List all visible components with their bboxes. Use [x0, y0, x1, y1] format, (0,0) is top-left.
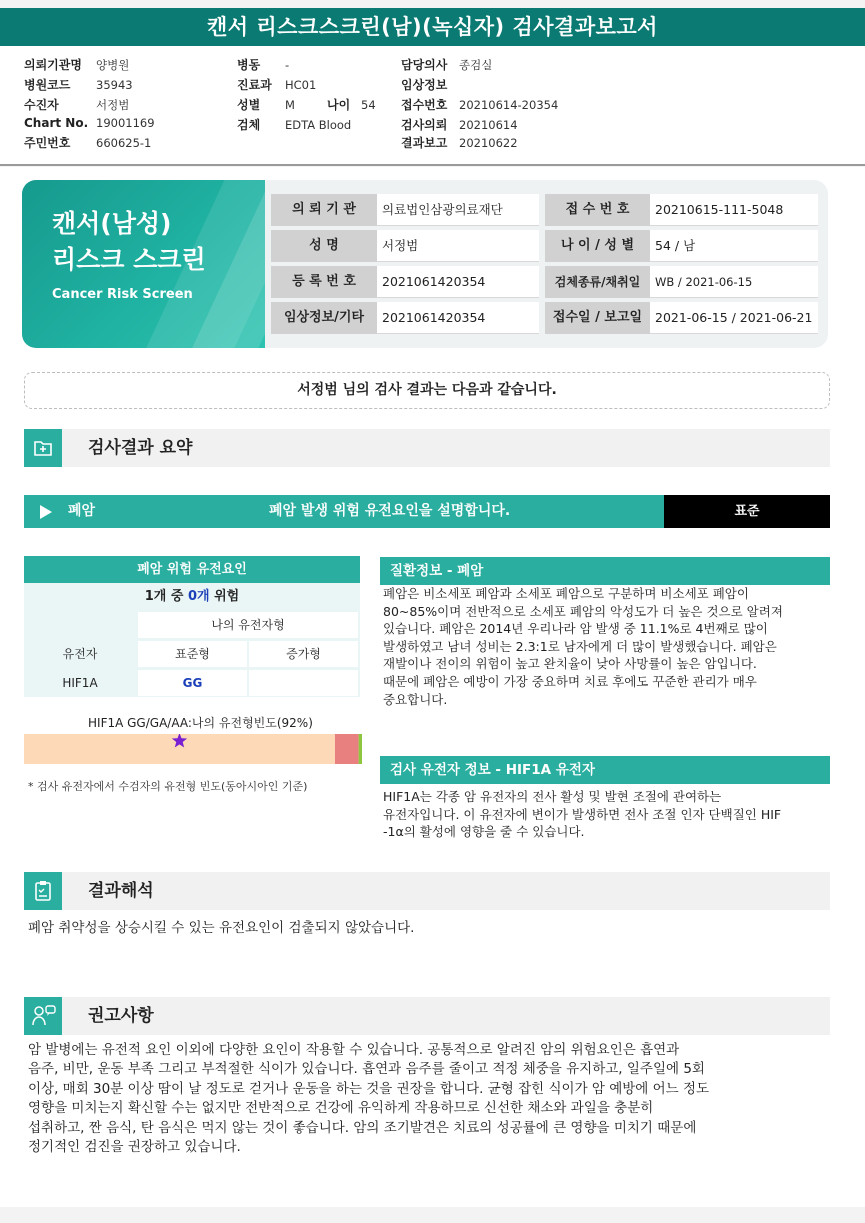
meta-value: 20210614 — [459, 118, 518, 132]
meta-label: 접수번호 — [401, 98, 448, 112]
genotype-frequency-bar — [24, 734, 362, 764]
risk-table-title: 폐암 위험 유전요인 — [24, 556, 360, 583]
meta-label: 검사의뢰 — [401, 118, 448, 132]
meta-label: 담당의사 — [401, 58, 448, 72]
risk-count-prefix: 1개 중 — [144, 589, 184, 604]
standard-header: 표준형 — [138, 641, 247, 667]
grid-label: 의 뢰 기 관 — [271, 194, 377, 226]
risk-count-value: 0개 — [187, 589, 210, 604]
text-line: 때문에 폐암은 예방이 가장 중요하며 치료 후에도 꾸준한 관리가 매우 — [383, 673, 757, 689]
text-line: 정기적인 검진을 권장하고 있습니다. — [28, 1139, 241, 1156]
gene-name: HIF1A — [62, 676, 98, 690]
meta-row — [24, 56, 129, 73]
increased-header: 증가형 — [249, 641, 358, 667]
meta-row — [237, 96, 376, 113]
meta-value: 54 — [361, 98, 376, 112]
greeting-box: 서정범 님의 검사 결과는 다음과 같습니다. — [24, 372, 830, 409]
gene-info-text — [383, 788, 830, 841]
grid-value: 54 / 남 — [650, 230, 818, 262]
my-genotype-header: 나의 유전자형 — [138, 612, 358, 638]
grid-label: 검체종류/채취일 — [545, 266, 650, 298]
meta-value: 35943 — [96, 78, 133, 92]
risk-count — [24, 586, 360, 608]
grid-value: 2021061420354 — [377, 302, 539, 334]
advice-text — [28, 1041, 834, 1157]
patient-meta — [0, 46, 865, 166]
meta-row — [24, 76, 133, 93]
doctor-consult-icon — [24, 997, 62, 1035]
gene-info-title: 검사 유전자 정보 - HIF1A 유전자 — [380, 756, 830, 784]
grid-value: 20210615-111-5048 — [650, 194, 818, 226]
grid-label: 등 록 번 호 — [271, 266, 377, 298]
meta-label: 결과보고 — [401, 136, 448, 150]
meta-value: 서정범 — [96, 98, 130, 112]
frequency-segment — [335, 734, 359, 764]
standard-genotype: GG — [138, 670, 247, 696]
meta-row — [237, 116, 351, 133]
text-line: 폐암은 비소세포 폐암과 소세포 폐암으로 구분하며 비소세포 폐암이 — [383, 586, 749, 601]
grid-label: 나 이 / 성 별 — [545, 230, 650, 262]
frequency-segment — [359, 734, 362, 764]
frequency-footnote: * 검사 유전자에서 수검자의 유전형 빈도(동아시아인 기준) — [28, 780, 308, 793]
meta-row — [401, 134, 518, 151]
banner-title-line1: 캔서(남성) — [52, 209, 172, 238]
section-interpretation — [24, 872, 830, 910]
text-line: 중요합니다. — [383, 691, 448, 707]
meta-value: HC01 — [285, 78, 317, 92]
meta-label: 성별 — [237, 98, 261, 112]
clipboard-icon — [24, 872, 62, 910]
meta-row — [401, 76, 459, 93]
text-line: 섭취하고, 짠 음식, 탄 음식은 먹지 않는 것이 좋습니다. 암의 조기발견은 치료의 성공률에 큰 영향을 미치기 때문에 — [28, 1119, 697, 1136]
text-line: HIF1A는 각종 암 유전자의 전사 활성 및 발현 조절에 관여하는 — [383, 789, 722, 804]
meta-row — [24, 134, 151, 151]
meta-label: 수진자 — [24, 98, 59, 112]
meta-value: - — [285, 58, 290, 72]
play-arrow-icon — [40, 505, 52, 519]
grid-value: WB / 2021-06-15 — [650, 266, 818, 298]
grid-label: 성 명 — [271, 230, 377, 262]
meta-label: 주민번호 — [24, 136, 71, 150]
section-advice — [24, 997, 830, 1035]
meta-row — [401, 116, 518, 133]
disease-info-text — [383, 585, 830, 708]
lung-cancer-bar — [24, 495, 664, 528]
text-line: 유전자입니다. 이 유전자에 변이가 발생하면 전사 조절 인자 단백질인 HIF — [383, 806, 782, 822]
grid-label: 임상정보/기타 — [271, 302, 377, 334]
text-line: 있습니다. 폐암은 2014년 우리나라 암 발생 중 11.1%로 4번째로 많이 — [383, 621, 768, 637]
meta-row — [24, 96, 129, 113]
meta-label: 임상정보 — [401, 78, 448, 92]
text-line: 암 발병에는 유전적 요인 이외에 다양한 요인이 작용할 수 있습니다. 공통적으로 알려진 암의 위험요인은 흡연과 — [28, 1042, 680, 1058]
banner-subtitle: Cancer Risk Screen — [52, 287, 193, 302]
risk-count-suffix: 위험 — [214, 589, 240, 604]
increased-genotype — [249, 670, 358, 696]
text-line: 영향을 미치는지 확신할 수는 없지만 전반적으로 건강에 유익하게 작용하므로 신선한 채소와 과일을 충분히 — [28, 1100, 654, 1117]
cancer-risk-banner — [22, 180, 265, 348]
grid-value: 2021061420354 — [377, 266, 539, 298]
meta-label: 진료과 — [237, 78, 272, 92]
text-line: 음주, 비만, 운동 부족 그리고 부적절한 식이가 있습니다. 흡연과 음주를 줄이고 적정 체중을 유지하고, 일주일에 5회 — [28, 1061, 705, 1078]
meta-label: 의뢰기관명 — [24, 58, 82, 72]
meta-label: 나이 — [327, 98, 351, 112]
meta-row — [401, 56, 492, 73]
report-title: 캔서 리스크스크린(남)(녹십자) 검사결과보고서 — [0, 8, 865, 46]
meta-value: 19001169 — [96, 116, 155, 130]
grid-value: 2021-06-15 / 2021-06-21 — [650, 302, 818, 334]
text-line: 이상, 매회 30분 이상 땀이 날 정도로 걷거나 운동을 하는 것을 권장을 합니다. 균형 잡힌 식이가 암 예방에 어느 정도 — [28, 1080, 710, 1097]
risk-level-badge: 표준 — [664, 495, 830, 528]
meta-value: EDTA Blood — [285, 118, 352, 132]
meta-row — [24, 116, 155, 130]
interpretation-text: 폐암 취약성을 상승시킬 수 있는 유전요인이 검출되지 않았습니다. — [28, 920, 415, 936]
text-line: 80~85%이며 전반적으로 소세포 폐암의 악성도가 더 높은 것으로 알려져 — [383, 603, 783, 619]
meta-value: 20210614-20354 — [459, 98, 559, 112]
meta-value: M — [285, 98, 295, 112]
grid-value: 서정범 — [377, 230, 539, 262]
grid-value: 의료법인삼광의료재단 — [377, 194, 539, 226]
text-line: -1α의 활성에 영향을 줄 수 있습니다. — [383, 824, 585, 840]
meta-value: 양병원 — [96, 58, 130, 72]
meta-value: 660625-1 — [96, 136, 152, 150]
meta-value: 20210622 — [459, 136, 518, 150]
meta-row — [237, 76, 316, 93]
meta-label: 검체 — [237, 118, 261, 132]
meta-label: Chart No. — [24, 116, 89, 130]
meta-label: 병동 — [237, 58, 261, 72]
text-line: 발생하였고 남녀 성비는 2.3:1로 남자에게 더 많이 발생했습니다. 폐암은 — [383, 638, 777, 654]
grid-label: 접수일 / 보고일 — [545, 302, 650, 334]
genotype-frequency-label: HIF1A GG/GA/AA:나의 유전형빈도(92%) — [88, 716, 313, 730]
section-title: 권고사항 — [88, 1006, 154, 1026]
meta-label: 병원코드 — [24, 78, 71, 92]
section-title: 결과해석 — [88, 881, 154, 901]
risk-table — [24, 583, 360, 697]
grid-label: 접 수 번 호 — [545, 194, 650, 226]
meta-row — [237, 56, 289, 73]
folder-plus-icon — [24, 429, 62, 467]
disease-info-title: 질환정보 - 폐암 — [380, 557, 830, 585]
section-title: 검사결과 요약 — [88, 438, 193, 458]
cancer-description: 폐암 발생 위험 유전요인을 설명합니다. — [269, 503, 511, 519]
section-summary — [24, 429, 830, 467]
meta-row — [401, 96, 558, 113]
gene-header: 유전자 — [62, 647, 98, 661]
meta-value: 종검실 — [459, 58, 493, 72]
cancer-name: 폐암 — [68, 503, 96, 519]
text-line: 재발이나 전이의 위험이 높고 완치율이 낮아 사망률이 높은 암입니다. — [383, 656, 757, 672]
banner-title-line2: 리스크 스크린 — [52, 245, 206, 274]
